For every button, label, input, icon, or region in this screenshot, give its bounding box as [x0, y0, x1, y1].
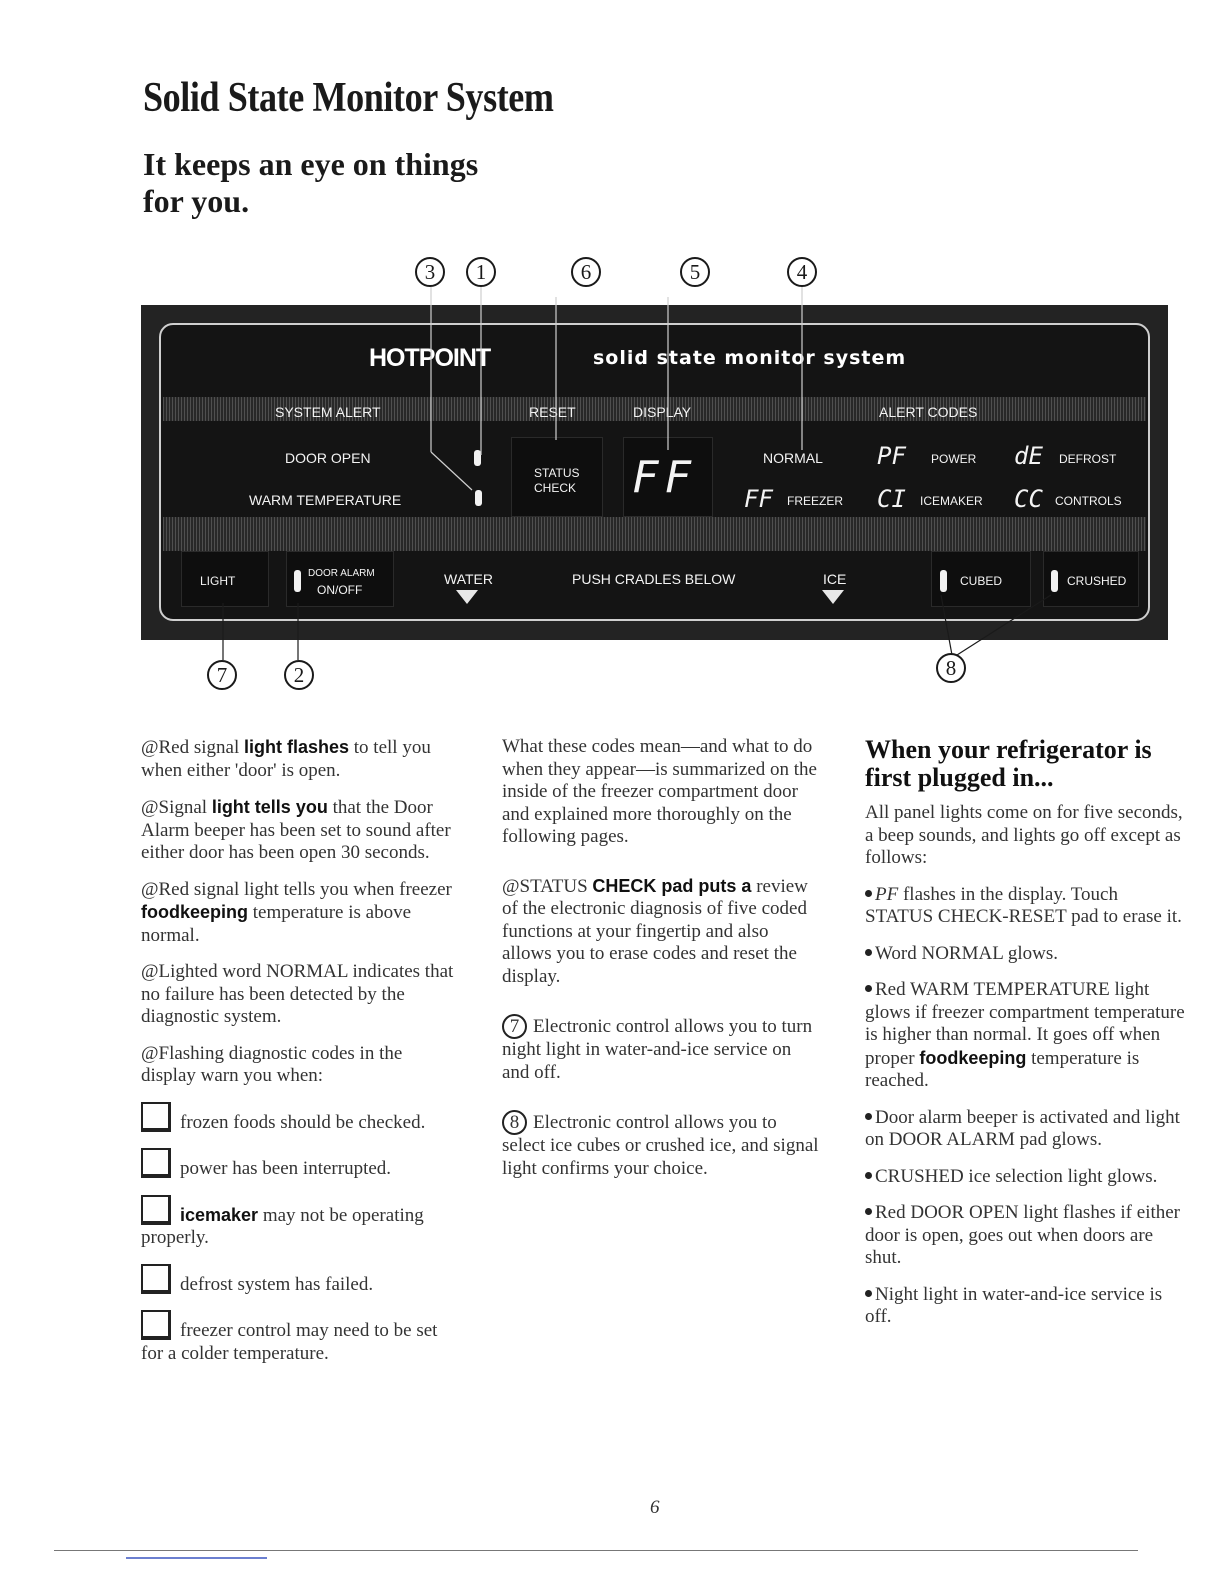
checklist-item: frozen foods should be checked.: [141, 1102, 461, 1135]
water-label: WATER: [444, 571, 493, 587]
brand-logo: HOTPOINT: [369, 344, 491, 372]
codes-summary-text: What these codes mean—and what to do when they appear—is summarized on the inside of the freezer compartment door and explained more thoroughly on the following pages.: [502, 736, 817, 847]
item-8-text: 8 Electronic control allows you to select ice cubes or crushed ice, and signal light confirms your choice.: [502, 1112, 819, 1179]
bullet-icon: [865, 1172, 872, 1179]
checkbox-icon: [141, 1148, 171, 1178]
door-alarm-label: DOOR ALARM: [308, 568, 375, 579]
code-ff: FF: [744, 485, 773, 513]
item-2-text: @Signal light tells you that the Door Alarm beeper has been set to sound after either door has been open 30 seconds.: [141, 797, 451, 863]
bullet-icon: [865, 949, 872, 956]
cubed-button[interactable]: [931, 551, 1031, 607]
page-subtitle: It keeps an eye on things for you.: [143, 146, 479, 219]
bullet-item: Door alarm beeper is activated and light on DOOR ALARM pad glows.: [865, 1106, 1180, 1150]
light-button[interactable]: [181, 551, 269, 607]
check-label: CHECK: [534, 481, 577, 495]
light-label: LIGHT: [200, 574, 236, 588]
code-de: dE: [1014, 442, 1043, 470]
display-code: FF: [632, 452, 697, 503]
ice-label: ICE: [823, 571, 847, 587]
display-label: DISPLAY: [633, 404, 692, 420]
alert-codes-label: ALERT CODES: [879, 404, 978, 420]
cubed-indicator: [940, 570, 947, 592]
checklist-item: defrost system has failed.: [141, 1264, 461, 1297]
bullet-icon: [865, 985, 872, 992]
code-ci: CI: [877, 485, 906, 513]
bullet-icon: [865, 1113, 872, 1120]
footer-accent-rule: [126, 1557, 267, 1559]
code-ff-label: FREEZER: [787, 494, 844, 508]
callout-8: 8: [936, 653, 966, 683]
bullet-item: Word NORMAL glows.: [865, 943, 1185, 966]
crushed-button[interactable]: [1043, 551, 1139, 607]
callout-5: 5: [680, 257, 710, 287]
status-check-button[interactable]: [511, 437, 603, 517]
item-6-text: @STATUS CHECK pad puts a review of the electronic diagnosis of five coded functions at your fingertip and also allows you to erase codes and reset the display.: [502, 875, 808, 987]
checkbox-icon: [141, 1310, 171, 1340]
page-number: 6: [650, 1497, 660, 1518]
door-alarm-indicator: [294, 570, 301, 592]
code-pf-label: POWER: [931, 452, 977, 466]
bullet-item: Red DOOR OPEN light flashes if either door is open, goes out when doors are shut.: [865, 1202, 1181, 1268]
callout-7: 7: [207, 660, 237, 690]
bullet-item: CRUSHED ice selection light glows.: [865, 1166, 1185, 1189]
checkbox-icon: [141, 1102, 171, 1132]
bullet-item: Red WARM TEMPERATURE light glows if freezer compartment temperature is higher than normal. It goes off when proper foodkeeping temperature is reached.: [865, 979, 1185, 1091]
code-cc: CC: [1014, 485, 1043, 513]
callout-6: 6: [571, 257, 601, 287]
callout-3: 3: [415, 257, 445, 287]
reset-label: RESET: [529, 404, 576, 420]
status-label: STATUS: [534, 466, 580, 480]
callout-2: 2: [284, 660, 314, 690]
code-pf: PF: [877, 442, 906, 470]
item-4-text: @Lighted word NORMAL indicates that no failure has been detected by the diagnostic system.: [141, 961, 454, 1027]
bullet-icon: [865, 1208, 872, 1215]
code-display: [623, 437, 713, 517]
number-7-badge: 7: [502, 1014, 527, 1039]
checklist-item: power has been interrupted.: [141, 1148, 461, 1181]
checklist-item: freezer control may need to be set for a colder temperature.: [141, 1310, 461, 1365]
control-panel: [141, 305, 1168, 640]
checkbox-icon: [141, 1195, 171, 1225]
callout-1: 1: [466, 257, 496, 287]
warm-temperature-label: WARM TEMPERATURE: [249, 492, 402, 508]
checkbox-icon: [141, 1264, 171, 1294]
checklist-item: icemaker may not be operating properly.: [141, 1195, 461, 1250]
column-left: [141, 736, 461, 1379]
normal-label: NORMAL: [763, 450, 823, 466]
panel-tagline: solid state monitor system: [593, 347, 907, 369]
code-de-label: DEFROST: [1059, 452, 1117, 466]
page-title: Solid State Monitor System: [143, 75, 554, 121]
item-1-text: @Red signal light flashes to tell you when either 'door' is open.: [141, 737, 431, 781]
number-8-badge: 8: [502, 1110, 527, 1135]
code-ci-label: ICEMAKER: [920, 494, 983, 508]
item-5-text: @Flashing diagnostic codes in the display warn you when:: [141, 1042, 403, 1086]
door-open-label: DOOR OPEN: [285, 450, 371, 466]
panel-middle-band: [163, 517, 1146, 551]
first-plugged-in-intro: All panel lights come on for five seconds, a beep sounds, and lights go off except as follows:: [865, 802, 1183, 868]
item-7-text: 7 Electronic control allows you to turn night light in water-and-ice service on and off.: [502, 1016, 813, 1083]
water-arrow-icon: [456, 590, 478, 604]
warm-temperature-indicator: [475, 490, 482, 506]
code-cc-label: CONTROLS: [1055, 494, 1122, 508]
column-middle: [502, 736, 822, 1194]
bullet-item: Night light in water-and-ice service is off.: [865, 1283, 1163, 1327]
system-alert-label: SYSTEM ALERT: [275, 404, 381, 420]
item-3-text: @Red signal light tells you when freezer foodkeeping temperature is above normal.: [141, 878, 452, 946]
crushed-indicator: [1051, 570, 1058, 592]
on-off-label: ON/OFF: [317, 583, 363, 597]
door-open-indicator: [474, 450, 481, 466]
bullet-item: PF flashes in the display. Touch STATUS CHECK-RESET pad to erase it.: [865, 883, 1182, 927]
ice-arrow-icon: [822, 590, 844, 604]
first-plugged-in-heading: When your refrigerator is first plugged in...: [865, 735, 1152, 792]
callout-4: 4: [787, 257, 817, 287]
crushed-label: CRUSHED: [1067, 574, 1127, 588]
push-cradles-label: PUSH CRADLES BELOW: [572, 571, 736, 587]
door-alarm-button[interactable]: [286, 551, 394, 607]
cubed-label: CUBED: [960, 574, 1003, 588]
column-right: [865, 736, 1185, 1343]
bullet-icon: [865, 1290, 872, 1297]
footer-rule: [54, 1550, 1138, 1551]
bullet-icon: [865, 890, 872, 897]
